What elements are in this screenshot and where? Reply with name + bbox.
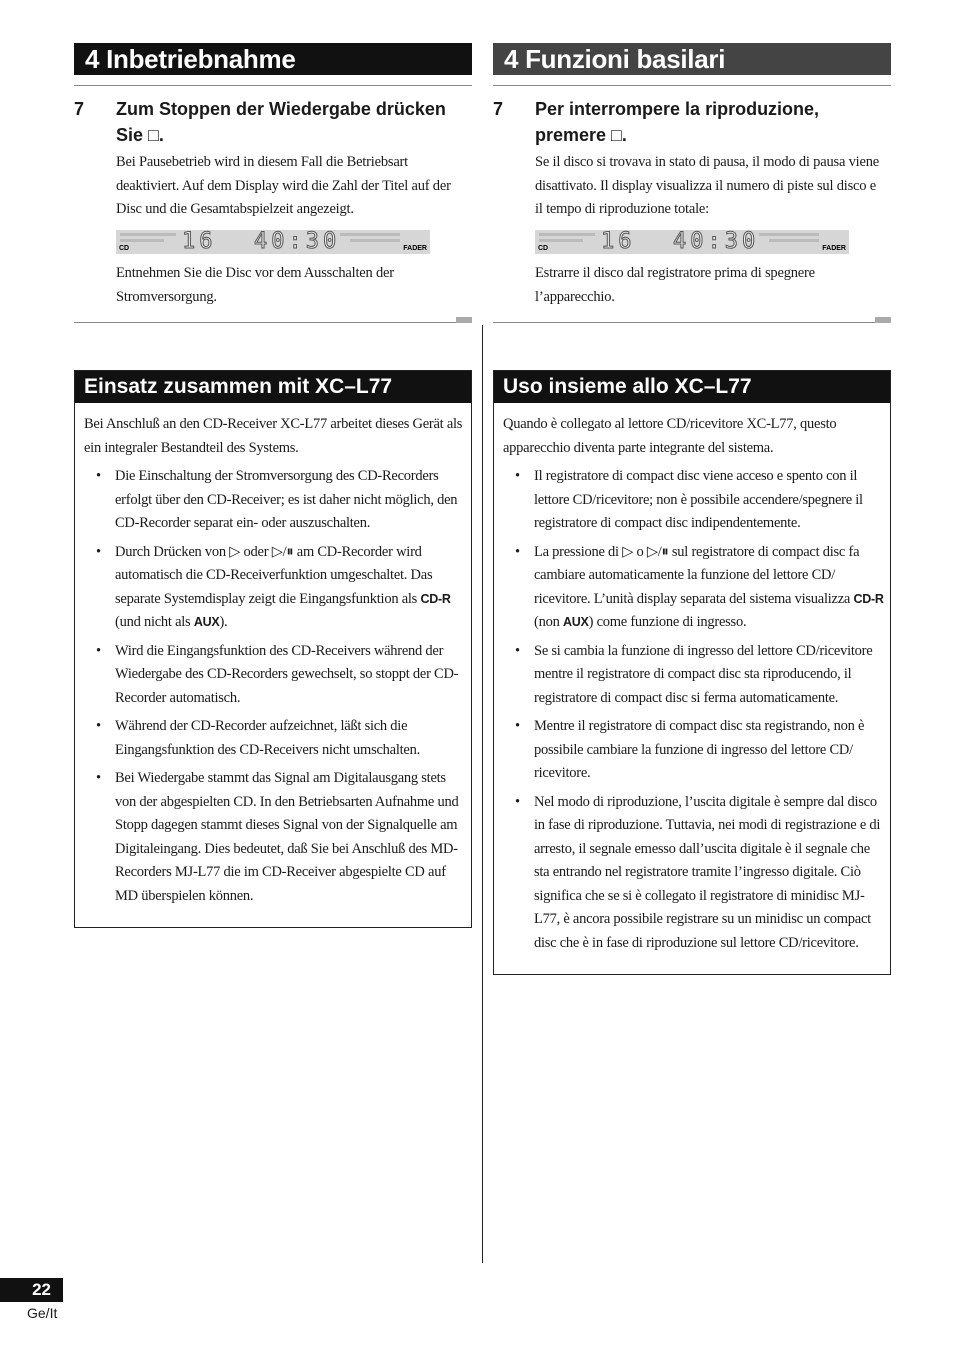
- step-note: Entnehmen Sie die Disc vor dem Ausschalten der Stromversorgung.: [116, 265, 394, 305]
- lcd-ghost-segments: [120, 233, 176, 236]
- list-item: [84, 767, 465, 908]
- step-number: 7: [74, 99, 85, 119]
- section-intro: Quando è collegato al lettore CD/ricevitore XC-L77, questo apparecchio diventa parte integrante del sistema.: [503, 416, 837, 456]
- step-body: Bei Pausebetrieb wird in diesem Fall die Betriebsart deaktiviert. Auf dem Display wird die Zahl der Titel auf der Disc und die Gesamtabspielzeit angezeigt.: [116, 154, 451, 217]
- lcd-track-count: 16: [601, 230, 636, 254]
- divider-end-mark: [875, 317, 891, 323]
- bullet-list: [503, 465, 884, 955]
- section-body: [494, 403, 890, 974]
- lcd-ghost-segments: [769, 239, 819, 242]
- lcd-display: [535, 230, 849, 254]
- list-item-text: (und nicht als: [115, 614, 191, 630]
- divider: [493, 85, 891, 86]
- list-item: [503, 791, 884, 956]
- page-language: Ge/It: [27, 1305, 58, 1321]
- list-item-text: Il registratore di compact disc viene acceso e spento con il lettore CD/ricevitore; non è possibile accendere/spegnere il registratore di compact disc indipendentemente.: [534, 468, 863, 531]
- step-number: 7: [493, 99, 504, 119]
- list-item: [503, 715, 884, 786]
- list-item-text: Während der CD-Recorder aufzeichnet, läßt sich die Eingangsfunktion des CD-Receivers nicht umschalten.: [115, 718, 420, 758]
- list-item-text: ) come funzione di ingresso.: [588, 614, 747, 630]
- lcd-fader-label: FADER: [822, 245, 846, 252]
- display-tag-cdr: CD-R: [420, 591, 451, 606]
- lcd-total-time: 40:30: [254, 230, 341, 254]
- list-item-text: Wird die Eingangsfunktion des CD-Receivers während der Wiedergabe des CD-Recorders gewechselt, so stoppt der CD-Recorder automatisch.: [115, 642, 459, 706]
- list-item-text: Nel modo di riproduzione, l’uscita digitale è sempre dal disco in fase di riproduzione. Tuttavia, nei modi di registrazione e di arresto, il segnale emesso dall’uscita digitale è il segnale che sta entrando nel registratore tramite l’ingresso digitale. Ciò significa che se si è collegato il registratore di minidisc MJ-L77, è ancora possibile registrare su un minidisc un compact disc che è in fase di riproduzione sul lettore CD/ricevitore.: [534, 793, 881, 951]
- lcd-fader-label: FADER: [403, 245, 427, 252]
- section-xc-l77: [74, 370, 472, 928]
- section-body: [75, 403, 471, 927]
- step-body: Se il disco si trovava in stato di pausa, il modo di pausa viene disattivato. Il display visualizza il numero di piste sul disco e il tempo di riproduzione totale:: [535, 154, 880, 217]
- lcd-ghost-segments: [350, 239, 400, 242]
- list-item: [84, 640, 465, 711]
- divider-end-mark: [456, 317, 472, 323]
- page-number: 22: [0, 1278, 63, 1302]
- lcd-source-label: CD: [119, 245, 130, 252]
- section-title: Uso insieme allo XC–L77: [494, 371, 890, 403]
- step-note: Estrarre il disco dal registratore prima di spegnere l’apparecchio.: [535, 265, 815, 305]
- lcd-source-label: CD: [538, 245, 549, 252]
- lcd-display: [116, 230, 430, 254]
- list-item: [84, 465, 465, 536]
- list-item: [84, 715, 465, 762]
- list-item-text: La pressione di ▷ o ▷/⏸ sul registratore di compact disc fa cambiare automaticamente la funzione del lettore CD/ ricevitore. L’unità display separata del sistema visualizza: [534, 543, 860, 607]
- list-item: [84, 541, 465, 635]
- chapter-title: 4 Inbetriebnahme: [74, 43, 472, 75]
- list-item-text: Mentre il registratore di compact disc sta registrando, non è possibile cambiare la funzione di ingresso del lettore CD/ ricevitore.: [534, 718, 865, 781]
- list-item: [503, 541, 884, 635]
- list-item: [503, 640, 884, 711]
- display-tag-aux: AUX: [562, 615, 589, 629]
- column-divider: [482, 325, 483, 1263]
- list-item-text: Bei Wiedergabe stammt das Signal am Digitalausgang stets von der abgespielten CD. In den Betriebsarten Aufnahme und Stopp dagegen stammt dieses Signal von der Signalquelle am Digitaleingang. Dies bedeutet, daß Sie bei Anschluß des MD-Recorders MJ-L77 die im CD-Receiver abgespielte CD auf MD überspielen können.: [115, 770, 459, 904]
- list-item: [503, 465, 884, 536]
- lcd-ghost-segments: [539, 233, 595, 236]
- divider: [74, 322, 472, 323]
- list-item-text: ).: [219, 614, 228, 630]
- list-item-text: Durch Drücken von ▷ oder ▷/⏸ am CD-Recorder wird automatisch die CD-Receiverfunktion umgeschaltet. Das separate Systemdisplay zeigt die Eingangsfunktion als: [115, 543, 433, 607]
- section-xc-l77: [493, 370, 891, 975]
- list-item-text: Die Einschaltung der Stromversorgung des CD-Recorders erfolgt über den CD-Receiver; es ist daher nicht möglich, den CD-Recorder separat ein- oder auszuschalten.: [115, 468, 458, 531]
- lcd-ghost-segments: [120, 239, 164, 242]
- step-title: Per interrompere la riproduzione, premere □.: [535, 99, 820, 145]
- lcd-ghost-segments: [340, 233, 400, 236]
- display-tag-cdr: CD-R: [853, 591, 884, 606]
- section-title: Einsatz zusammen mit XC–L77: [75, 371, 471, 403]
- divider: [74, 85, 472, 86]
- chapter-title: 4 Funzioni basilari: [493, 43, 891, 75]
- divider: [493, 322, 891, 323]
- list-item-text: (non: [534, 614, 560, 630]
- bullet-list: [84, 465, 465, 908]
- lcd-ghost-segments: [539, 239, 583, 242]
- lcd-ghost-segments: [759, 233, 819, 236]
- lcd-total-time: 40:30: [673, 230, 760, 254]
- section-intro: Bei Anschluß an den CD-Receiver XC-L77 arbeitet dieses Gerät als ein integraler Bestandteil des Systems.: [84, 416, 463, 456]
- step-title: Zum Stoppen der Wiedergabe drücken Sie □.: [116, 99, 446, 145]
- list-item-text: Se si cambia la funzione di ingresso del lettore CD/ricevitore mentre il registratore di compact disc sta riproducendo, il registratore di compact disc si ferma automaticamente.: [534, 642, 873, 706]
- lcd-track-count: 16: [182, 230, 217, 254]
- display-tag-aux: AUX: [193, 615, 220, 629]
